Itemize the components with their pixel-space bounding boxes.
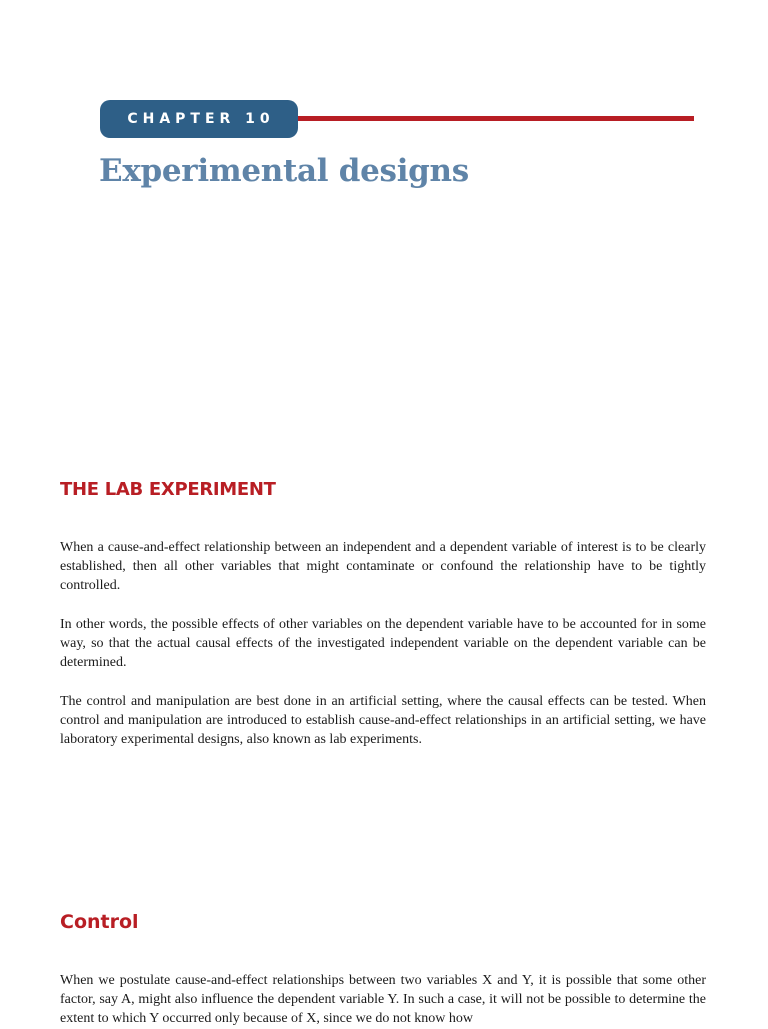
chapter-header xyxy=(100,100,696,138)
chapter-label: CHAPTER 10 xyxy=(100,100,298,138)
section-heading-control: Control xyxy=(60,911,139,933)
chapter-title: Experimental designs xyxy=(99,153,469,189)
paragraph: When a cause-and-effect relationship between an independent and a dependent variable of interest is to be clearly established, then all other variables that might contaminate or confound the relationship have to be tightly controlled. xyxy=(60,540,706,594)
chapter-rule xyxy=(296,116,694,121)
section-heading-lab-experiment: THE LAB EXPERIMENT xyxy=(60,479,276,500)
paragraph: In other words, the possible effects of other variables on the dependent variable have to be accounted for in some way, so that the actual causal effects of the investigated independent variable on the dependent variable can be determined. xyxy=(60,617,706,671)
paragraph: When we postulate cause-and-effect relationships between two variables X and Y, it is possible that some other factor, say A, might also influence the dependent variable Y. In such a case, it will not be possible to determine the extent to which Y occurred only because of X, since we do not know how xyxy=(60,973,706,1027)
paragraph: The control and manipulation are best done in an artificial setting, where the causal effects can be tested. When control and manipulation are introduced to establish cause-and-effect relationships in an artificial setting, we have laboratory experimental designs, also known as lab experiments. xyxy=(60,694,706,748)
